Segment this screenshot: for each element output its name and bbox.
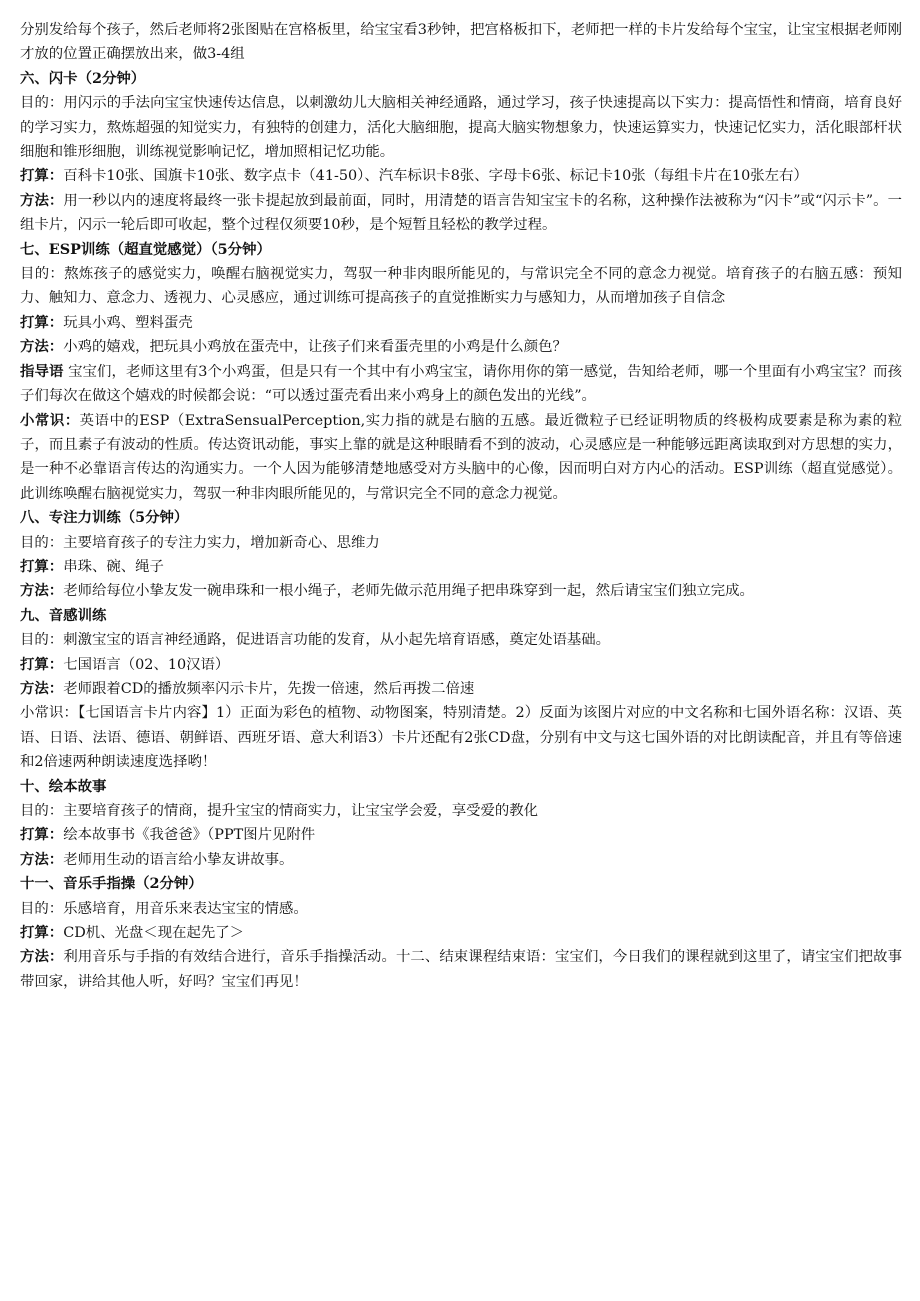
method-label: 方法： (20, 850, 64, 868)
section-11-goal: 目的：乐感培育，用音乐来表达宝宝的情感。 (20, 900, 308, 917)
section-7-heading: 七、ESP训练（超直觉感觉）（5分钟） (20, 240, 271, 258)
guide-text: 宝宝们，老师这里有3个小鸡蛋，但是只有一个其中有小鸡宝宝，请你用你的第一感觉，告知给老师，哪一个里面有小鸡宝宝？而孩子们每次在做这个嬉戏的时候都会说：“可以透过蛋壳看出来小鸡身上的颜色发出的光线”。 (20, 363, 902, 405)
method-text: 老师给每位小挚友发一碗串珠和一根小绳子，老师先做示范用绳子把串珠穿到一起，然后请宝宝们独立完成。 (63, 583, 754, 600)
section-7-method (20, 335, 902, 359)
section-9-prep (20, 653, 902, 677)
section-11-prep (20, 921, 902, 945)
section-11-heading: 十一、音乐手指操（2分钟） (20, 875, 203, 893)
section-10-heading: 十、绘本故事 (20, 777, 107, 795)
prep-text: 绘本故事书《我爸爸》（PPT图片见附件 (63, 827, 316, 844)
method-text: 用一秒以内的速度将最终一张卡提起放到最前面，同时，用清楚的语言告知宝宝卡的名称，这种操作法被称为“闪卡”或“闪示卡”。一组卡片，闪示一轮后即可收起，整个过程仅须要10秒，是个短暂且轻松的教学过程。 (20, 192, 902, 234)
prep-text: 七国语言（02、10汉语） (63, 656, 230, 673)
section-9-tip: 小常识：【七国语言卡片内容】1）正面为彩色的植物、动物图案，特别清楚。2）反面为该图片对应的中文名称和七国外语名称：汉语、英语、日语、法语、德语、朝鲜语、西班牙语、意大利语3）卡片还配有2张CD盘，分别有中文与这七国外语的对比朗读配音，并且有等倍速和2倍速两种朗读速度选择哟！ (20, 705, 902, 771)
prep-label: 打算： (20, 313, 64, 331)
section-10-goal: 目的：主要培育孩子的情商，提升宝宝的情商实力，让宝宝学会爱，享受爱的教化 (20, 803, 539, 819)
tip-label: 小常识： (20, 411, 80, 429)
prep-text: CD机、光盘＜现在起先了＞ (63, 925, 245, 942)
section-6-method (20, 189, 902, 238)
section-7-goal: 目的：熬炼孩子的感觉实力，唤醒右脑视觉实力，驾驭一种非肉眼所能见的，与常识完全不同的意念力视觉。培育孩子的右脑五感：预知力、触知力、意念力、透视力、心灵感应，通过训练可提高孩子的直觉推断实力与感知力，从而增加孩子自信念 (20, 266, 902, 307)
section-7-guide (20, 360, 902, 409)
section-8-method (20, 579, 902, 603)
method-label: 方法： (20, 191, 64, 209)
section-11-method (20, 945, 902, 994)
tip-text: 英语中的ESP（ExtraSensualPerception,实力指的就是右脑的五感。最近微粒子已经证明物质的终极构成要素是称为素的粒子，而且素子有波动的性质。传达资讯动能，事实上靠的就是这种眼睛看不到的波动，心灵感应是一种能够远距离读取到对方思想的实力，是一种不必靠语言传达的沟通实力。一个人因为能够清楚地感受对方头脑中的心像，因而明白对方内心的活动。ESP训练（超直觉感觉）。此训练唤醒右脑视觉实力，驾驭一种非肉眼所能见的，与常识完全不同的意念力视觉。 (20, 412, 902, 502)
method-text: 利用音乐与手指的有效结合进行，音乐手指操活动。十二、结束课程结束语：宝宝们，今日我们的课程就到这里了，请宝宝们把故事带回家，讲给其他人听，好吗？宝宝们再见！ (20, 949, 902, 990)
method-label: 方法： (20, 679, 64, 697)
section-9-heading: 九、音感训练 (20, 606, 107, 624)
prep-label: 打算： (20, 167, 64, 185)
method-text: 老师用生动的语言给小挚友讲故事。 (63, 851, 294, 868)
guide-label: 指导语 (20, 362, 64, 380)
section-9-method (20, 677, 902, 701)
section-8-prep (20, 555, 902, 579)
prep-label: 打算： (20, 655, 64, 673)
prep-label: 打算： (20, 924, 64, 942)
section-9-goal: 目的：刺激宝宝的语言神经通路，促进语言功能的发育，从小起先培育语感，奠定处语基础。 (20, 632, 611, 649)
method-label: 方法： (20, 582, 64, 600)
section-6-goal: 目的：用闪示的手法向宝宝快速传达信息，以刺激幼儿大脑相关神经通路，通过学习，孩子快速提高以下实力：提高悟性和情商，培育良好的学习实力，熬炼超强的知觉实力，有独特的创建力，活化大脑细胞，提高大脑实物想象力，快速运算实力，快速记忆实力，活化眼部杆状细胞和锥形细胞，训练视觉影响记忆，增加照相记忆功能。 (20, 95, 902, 161)
section-10-method (20, 848, 902, 872)
section-10-prep (20, 823, 902, 847)
prep-text: 百科卡10张、国旗卡10张、数字点卡（41-50）、汽车标识卡8张、字母卡6张、标记卡10张（每组卡片在10张左右） (63, 168, 808, 185)
method-label: 方法： (20, 948, 64, 966)
section-7-prep (20, 311, 902, 335)
section-8-goal: 目的：主要培育孩子的专注力实力，增加新奇心、思维力 (20, 534, 380, 551)
section-8-heading: 八、专注力训练（5分钟） (20, 509, 189, 527)
method-text: 小鸡的嬉戏，把玩具小鸡放在蛋壳中，让孩子们来看蛋壳里的小鸡是什么颜色？ (63, 339, 567, 356)
section-6-prep (20, 164, 902, 188)
method-label: 方法： (20, 338, 64, 356)
section-7-tip (20, 409, 902, 507)
prep-label: 打算： (20, 557, 64, 575)
prep-label: 打算： (20, 826, 64, 844)
prep-text: 玩具小鸡、塑料蛋壳 (63, 314, 193, 331)
method-text: 老师跟着CD的播放频率闪示卡片，先拨一倍速，然后再拨二倍速 (63, 680, 475, 697)
intro-paragraph: 分别发给每个孩子，然后老师将2张图贴在宫格板里，给宝宝看3秒钟，把宫格板扣下，老师把一样的卡片发给每个宝宝，让宝宝根据老师刚才放的位置正确摆放出来，做3-4组 (20, 22, 902, 63)
section-6-heading: 六、闪卡（2分钟） (20, 69, 146, 87)
prep-text: 串珠、碗、绳子 (63, 558, 164, 575)
